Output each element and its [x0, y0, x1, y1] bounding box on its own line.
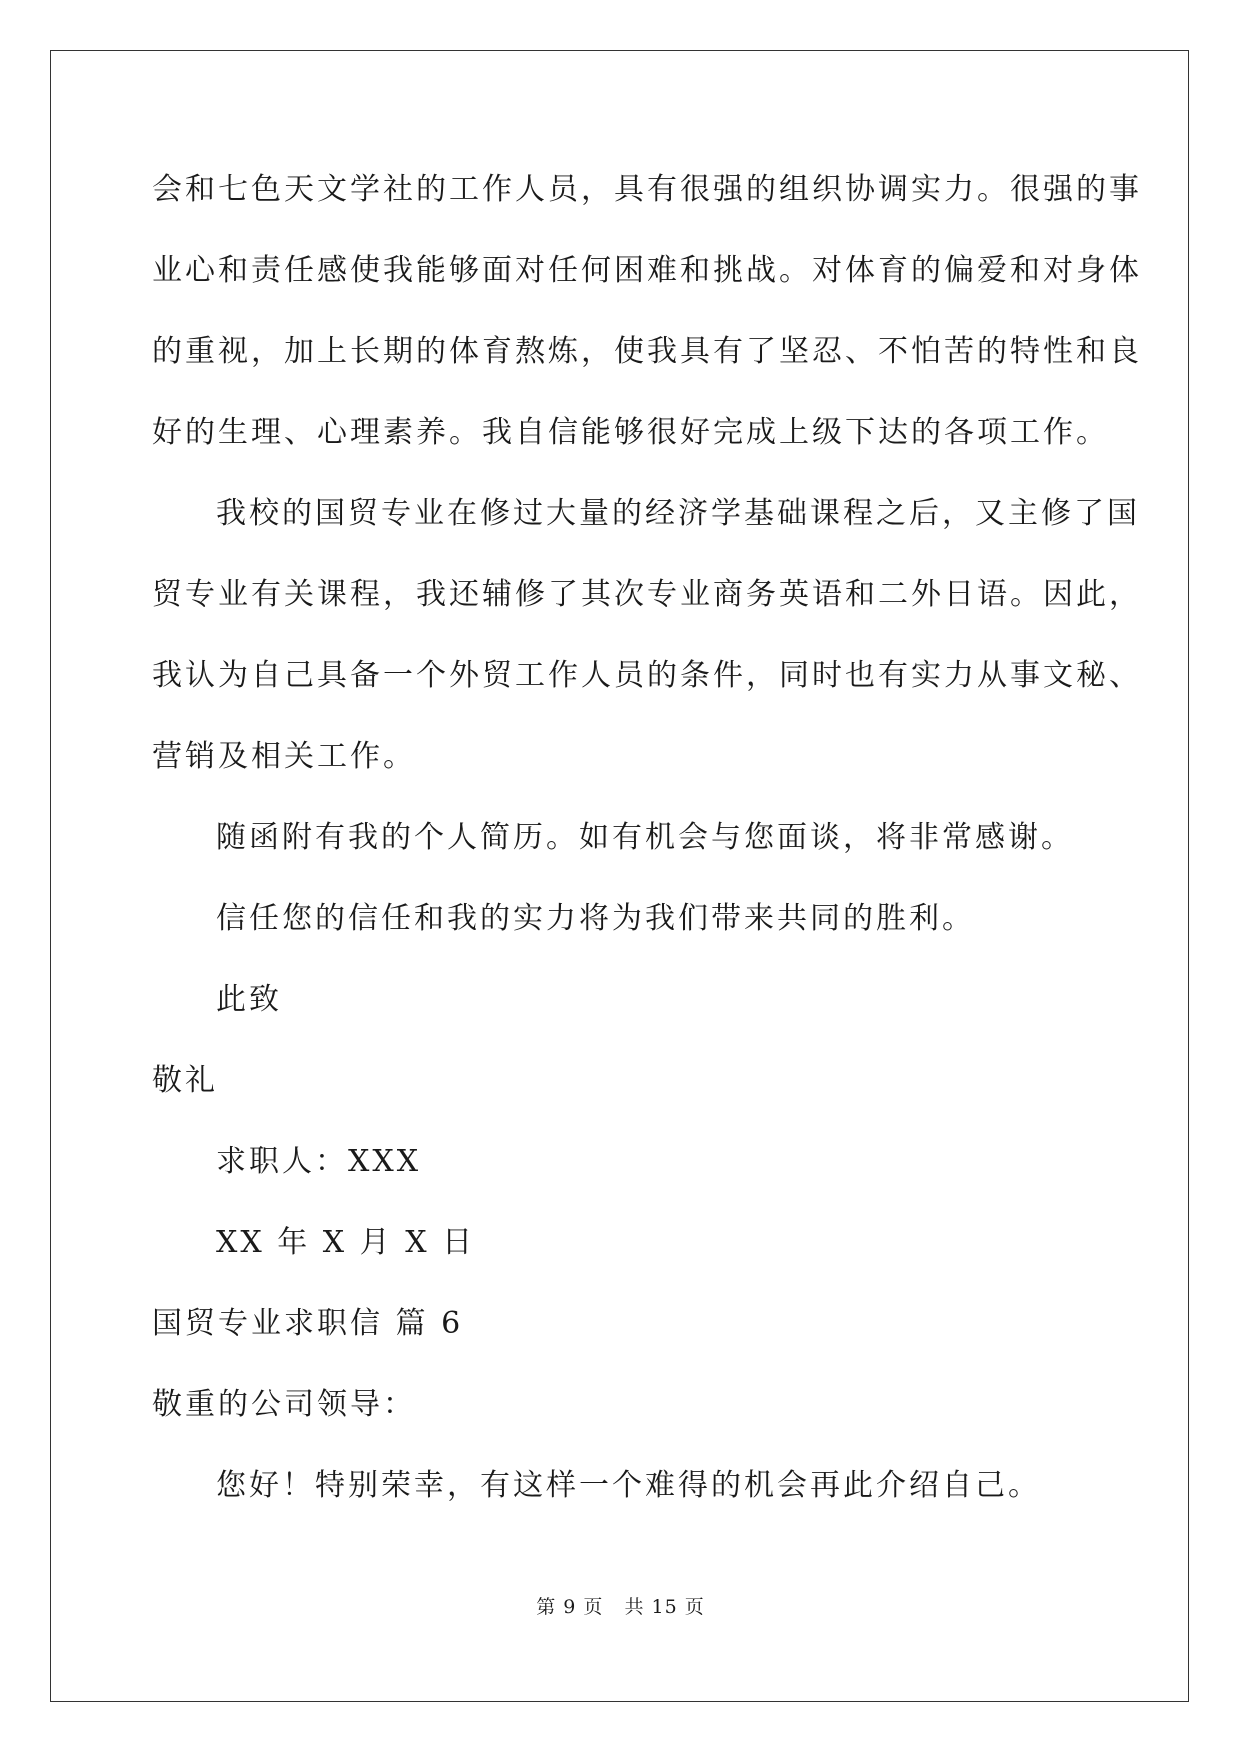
document-body [152, 162, 1142, 1539]
section-heading: 国贸专业求职信 篇 6 [152, 1306, 464, 1341]
signature: 求职人：XXX [216, 1144, 422, 1179]
text-line: 营销及相关工作。 [152, 739, 416, 774]
text-line: 业心和责任感使我能够面对任何困难和挑战。对体育的偏爱和对身体 [152, 253, 1142, 288]
greeting: 敬重的公司领导： [152, 1387, 416, 1422]
text-line: 好的生理、心理素养。我自信能够很好完成上级下达的各项工作。 [152, 415, 1109, 450]
text-line: 的重视，加上长期的体育熬炼，使我具有了坚忍、不怕苦的特性和良 [152, 334, 1142, 369]
paragraph-start: 您好！特别荣幸，有这样一个难得的机会再此介绍自己。 [216, 1468, 1041, 1503]
text-line: 我认为自己具备一个外贸工作人员的条件，同时也有实力从事文秘、 [152, 658, 1142, 693]
paragraph-start: 信任您的信任和我的实力将为我们带来共同的胜利。 [216, 901, 975, 936]
closing-phrase: 此致 [216, 982, 282, 1017]
text-line: 会和七色天文学社的工作人员，具有很强的组织协调实力。很强的事 [152, 172, 1142, 207]
salutation: 敬礼 [152, 1063, 218, 1098]
page-number: 第 9 页 共 15 页 [536, 1596, 705, 1618]
date-line: XX 年 X 月 X 日 [216, 1225, 476, 1260]
paragraph-start: 随函附有我的个人简历。如有机会与您面谈，将非常感谢。 [216, 820, 1074, 855]
paragraph-start: 我校的国贸专业在修过大量的经济学基础课程之后，又主修了国 [216, 496, 1140, 531]
text-line: 贸专业有关课程，我还辅修了其次专业商务英语和二外日语。因此， [152, 577, 1142, 612]
